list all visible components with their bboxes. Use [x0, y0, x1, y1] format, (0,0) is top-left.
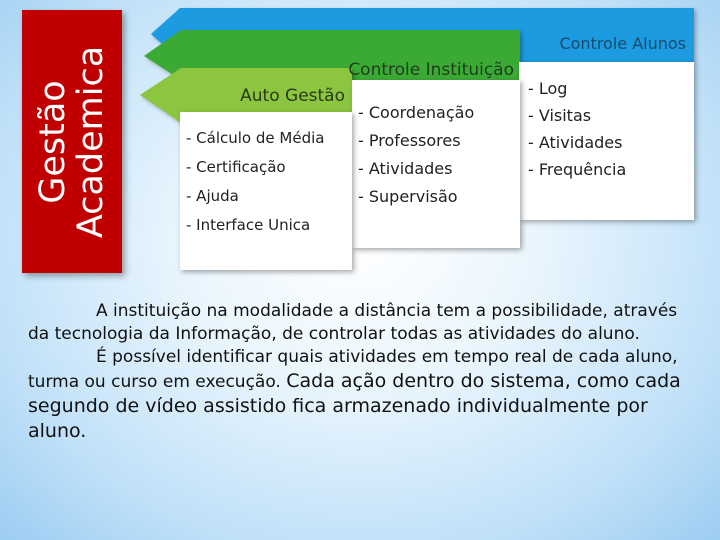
paragraph-1: [28, 300, 698, 346]
level-2-header: Controle Instituição: [348, 60, 514, 80]
paragraph-1-text: A instituição na modalidade a distância tem a possibilidade, através da tecnologia da Informação, de controlar todas as atividades do aluno.: [28, 301, 678, 344]
level-1-header: Controle Alunos: [559, 34, 686, 53]
list-item: - Coordenação: [358, 103, 475, 122]
list-item: - Ajuda: [186, 187, 239, 205]
list-item: - Visitas: [528, 106, 592, 125]
paragraph-2-text-a: É possível identificar quais atividades em tempo real de cada aluno, turma ou curso em execução.: [28, 347, 678, 392]
list-item: - Cálculo de Média: [186, 129, 325, 147]
list-item: - Frequência: [528, 160, 627, 179]
list-item: - Certificação: [186, 158, 286, 176]
list-item: - Interface Unica: [186, 216, 311, 234]
level-1-list: [528, 75, 626, 183]
level-3-list: [186, 124, 324, 240]
list-item: - Atividades: [358, 159, 453, 178]
paragraph-2-text-b: Cada ação dentro do sistema, como cada segundo de vídeo assistido fica armazenado individualmente por aluno.: [28, 370, 681, 442]
level-2-list: [358, 99, 474, 211]
list-item: - Supervisão: [358, 187, 458, 206]
list-item: - Professores: [358, 131, 461, 150]
list-item: - Atividades: [528, 133, 623, 152]
paragraph-2: [28, 346, 698, 444]
level-3-header: Auto Gestão: [240, 86, 345, 106]
sidebar-title-line-1: Gestão: [33, 79, 73, 204]
body-text: [28, 300, 698, 444]
list-item: - Log: [528, 79, 568, 98]
sidebar-title-line-2: Academica: [71, 45, 111, 238]
